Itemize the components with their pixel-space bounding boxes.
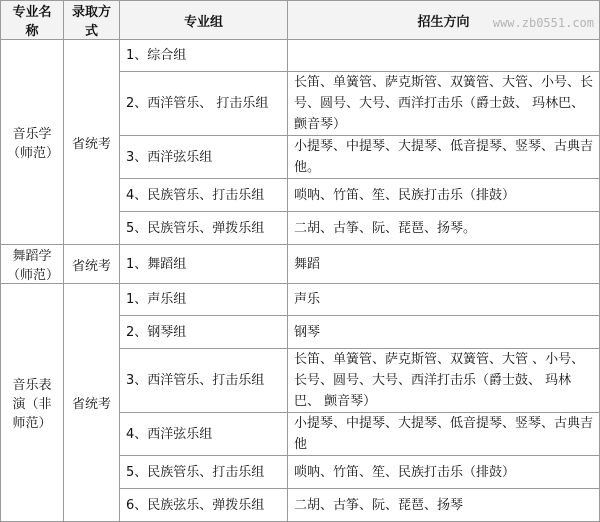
- group-cell: 5、民族管乐、弹拨乐组: [120, 212, 288, 245]
- group-cell: 1、综合组: [120, 40, 288, 72]
- direction-cell: 长笛、单簧管、萨克斯管、双簧管、大管 、小号、长号、圆号、大号、西洋打击乐（爵士鼓、 玛林巴、 颤音琴）: [288, 349, 600, 413]
- header-major: 专业名称: [1, 1, 64, 40]
- group-cell: 1、舞蹈组: [120, 245, 288, 284]
- group-cell: 5、民族管乐、打击乐组: [120, 456, 288, 489]
- direction-cell: [288, 40, 600, 72]
- group-cell: 1、声乐组: [120, 284, 288, 316]
- table-row: [1, 284, 600, 316]
- header-direction: 招生方向: [288, 1, 600, 40]
- group-cell: 3、西洋弦乐组: [120, 136, 288, 179]
- major-cell: 音乐学（师范）: [1, 40, 64, 245]
- major-cell: 舞蹈学（师范）: [1, 245, 64, 284]
- method-cell: 省统考: [64, 245, 120, 284]
- method-cell: 省统考: [64, 284, 120, 522]
- watermark-text: www.zb0551.com: [492, 16, 594, 30]
- direction-cell: 长笛、单簧管、萨克斯管、双簧管、大管、小号、长号、圆号、大号、西洋打击乐（爵士鼓、 玛林巴、 颤音琴）: [288, 72, 600, 136]
- table-row: [1, 245, 600, 284]
- direction-cell: 二胡、古筝、阮、琵琶、扬琴。: [288, 212, 600, 245]
- direction-cell: 钢琴: [288, 316, 600, 349]
- group-cell: 6、民族弦乐、弹拨乐组: [120, 489, 288, 522]
- group-cell: 3、西洋管乐、打击乐组: [120, 349, 288, 413]
- group-cell: 2、西洋管乐、 打击乐组: [120, 72, 288, 136]
- direction-cell: 舞蹈: [288, 245, 600, 284]
- group-cell: 2、钢琴组: [120, 316, 288, 349]
- major-cell: 音乐表演（非师范）: [1, 284, 64, 522]
- group-cell: 4、西洋弦乐组: [120, 413, 288, 456]
- direction-cell: 唢呐、竹笛、笙、民族打击乐（排鼓）: [288, 179, 600, 212]
- group-cell: 4、民族管乐、打击乐组: [120, 179, 288, 212]
- method-cell: 省统考: [64, 40, 120, 245]
- header-method: 录取方式: [64, 1, 120, 40]
- direction-cell: 小提琴、中提琴、大提琴、低音提琴、竖琴、古典吉他。: [288, 136, 600, 179]
- header-group: 专业组: [120, 1, 288, 40]
- direction-cell: 小提琴、中提琴、大提琴、低音提琴、竖琴、古典吉他: [288, 413, 600, 456]
- direction-cell: 二胡、古筝、阮、琵琶、扬琴: [288, 489, 600, 522]
- direction-cell: 声乐: [288, 284, 600, 316]
- direction-cell: 唢呐、竹笛、笙、民族打击乐（排鼓）: [288, 456, 600, 489]
- table-row: [1, 40, 600, 72]
